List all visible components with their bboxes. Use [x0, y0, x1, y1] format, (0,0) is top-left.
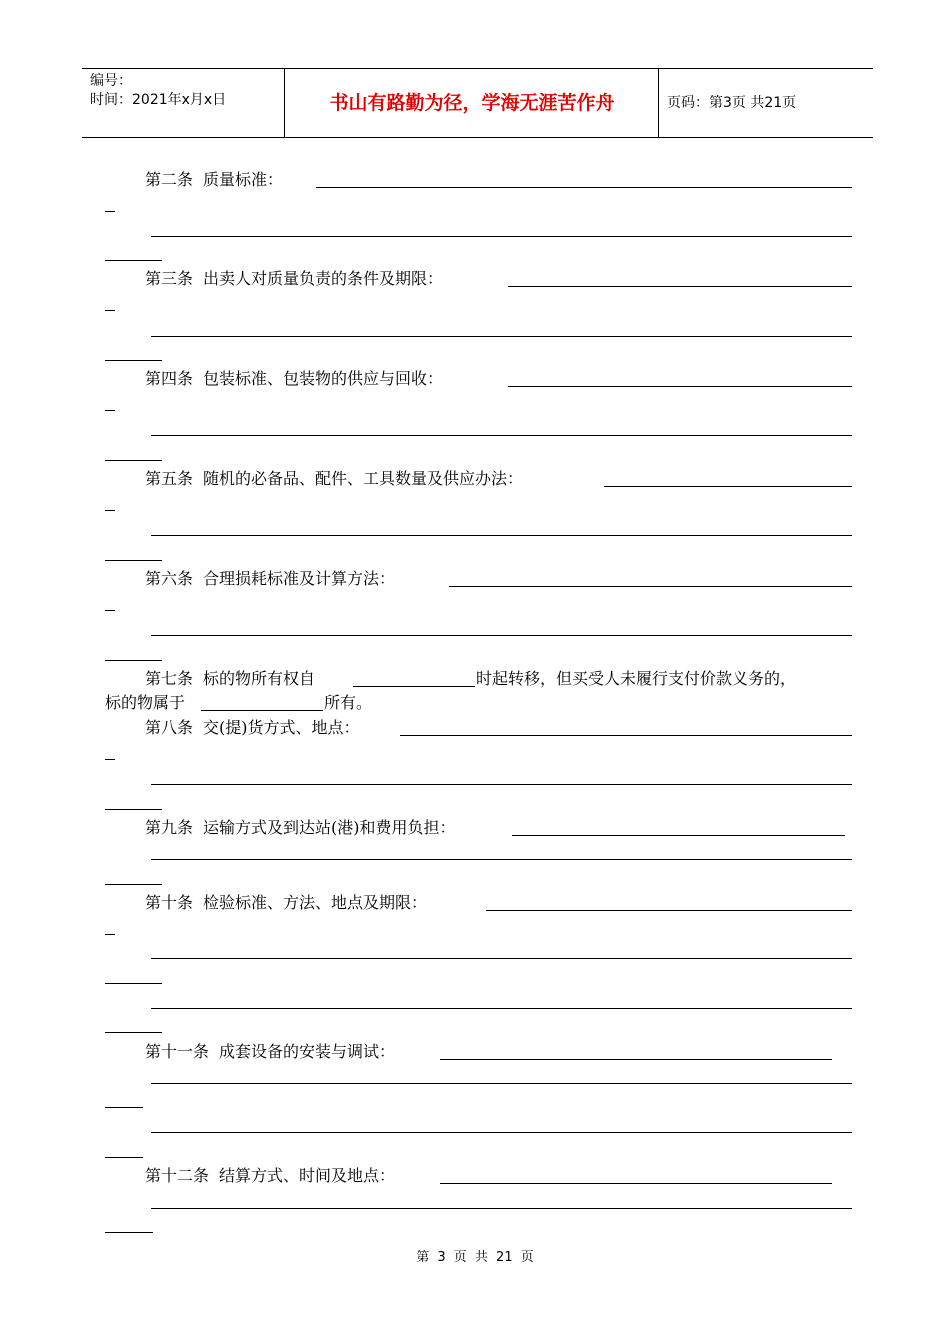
header-page-code: 页码：第3页 共21页 [667, 95, 797, 111]
article-number: 第二条 [145, 170, 194, 189]
blank-line [440, 1059, 832, 1060]
article-title: 成套设备的安装与调试： [219, 1042, 396, 1061]
article-6 [145, 568, 395, 590]
blank-line [440, 1183, 832, 1184]
blank-line [353, 686, 475, 687]
blank-line [151, 336, 852, 337]
blank-stub [105, 211, 115, 212]
article-11 [145, 1041, 395, 1063]
article-12 [145, 1165, 395, 1187]
blank-line [400, 735, 852, 736]
blank-stub [105, 260, 162, 261]
article-3 [145, 268, 443, 290]
article-number: 第六条 [145, 569, 194, 588]
page-header [82, 68, 873, 138]
blank-stub [105, 884, 162, 885]
blank-line [151, 1083, 852, 1084]
blank-line [151, 958, 852, 959]
blank-line [151, 1132, 852, 1133]
article-title: 出卖人对质量负责的条件及期限： [203, 269, 444, 288]
blank-line [151, 535, 852, 536]
article-title: 检验标准、方法、地点及期限： [203, 893, 428, 912]
blank-stub [105, 410, 115, 411]
article-text: 标的物属于 [105, 693, 186, 712]
blank-stub [105, 1232, 153, 1233]
blank-stub [105, 983, 162, 984]
article-9 [145, 817, 456, 839]
article-text: 时起转移，但买受人未履行支付价款义务的， [476, 669, 797, 688]
blank-line [604, 486, 852, 487]
article-2 [145, 169, 283, 191]
article-number: 第七条 [145, 669, 194, 688]
article-title: 合理损耗标准及计算方法： [203, 569, 396, 588]
blank-line [151, 635, 852, 636]
blank-line [151, 784, 852, 785]
blank-stub [105, 460, 162, 461]
blank-stub [105, 1157, 143, 1158]
blank-line [201, 710, 323, 711]
article-7 [145, 668, 315, 690]
blank-stub [105, 560, 162, 561]
blank-stub [105, 310, 115, 311]
blank-line [449, 586, 852, 587]
blank-line [151, 1008, 852, 1009]
article-number: 第五条 [145, 469, 194, 488]
blank-line [151, 435, 852, 436]
article-4 [145, 368, 443, 390]
blank-stub [105, 934, 115, 935]
document-number-label: 编号： [90, 73, 132, 89]
article-text: 标的物所有权自 [203, 669, 316, 688]
article-title: 运输方式及到达站(港)和费用负担： [203, 818, 456, 837]
article-number: 第十二条 [145, 1166, 210, 1185]
article-number: 第八条 [145, 718, 194, 737]
blank-stub [105, 510, 115, 511]
blank-stub [105, 610, 115, 611]
blank-line [151, 236, 852, 237]
article-number: 第三条 [145, 269, 194, 288]
article-title: 随机的必备品、配件、工具数量及供应办法： [203, 469, 524, 488]
article-title: 包装标准、包装物的供应与回收： [203, 369, 444, 388]
blank-stub [105, 660, 162, 661]
header-divider [658, 69, 659, 137]
article-10 [145, 892, 427, 914]
blank-line [486, 910, 852, 911]
blank-line [151, 1208, 852, 1209]
blank-line [151, 859, 852, 860]
article-number: 第九条 [145, 818, 194, 837]
blank-line [508, 286, 852, 287]
article-number: 第四条 [145, 369, 194, 388]
article-number: 第十一条 [145, 1042, 210, 1061]
header-motto: 书山有路勤为径，学海无涯苦作舟 [329, 92, 615, 114]
blank-stub [105, 1032, 162, 1033]
blank-stub [105, 360, 162, 361]
article-title: 交(提)货方式、地点： [203, 718, 360, 737]
blank-line [316, 187, 852, 188]
article-5 [145, 468, 523, 490]
blank-stub [105, 1107, 143, 1108]
blank-line [508, 386, 852, 387]
page-footer: 第 3 页 共 21 页 [416, 1250, 534, 1265]
article-8 [145, 717, 360, 739]
article-text: 所有。 [324, 693, 373, 712]
header-meta [90, 72, 226, 110]
article-title: 结算方式、时间及地点： [219, 1166, 396, 1185]
blank-stub [105, 809, 162, 810]
blank-stub [105, 759, 115, 760]
document-date: 时间：2021年x月x日 [90, 92, 227, 108]
article-number: 第十条 [145, 893, 194, 912]
blank-line [512, 835, 845, 836]
article-title: 质量标准： [203, 170, 284, 189]
